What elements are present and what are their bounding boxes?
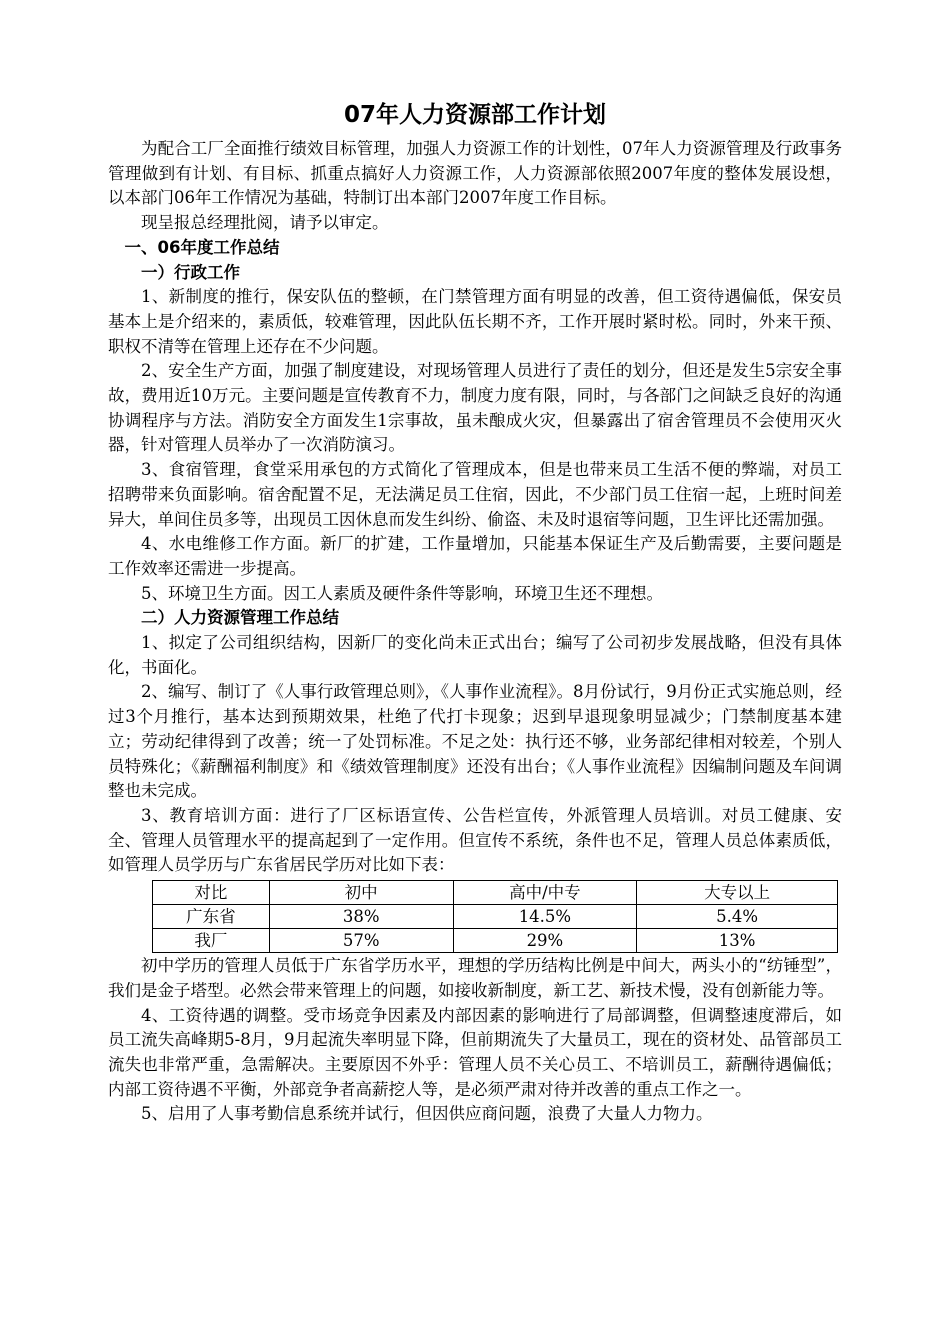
table-cell: 5.4%	[637, 905, 838, 929]
table-cell: 38%	[269, 905, 453, 929]
table-row	[153, 929, 838, 953]
admin-item-4: 4、水电维修工作方面。新厂的扩建，工作量增加，只能基本保证生产及后勤需要，主要问题是工作效率还需进一步提高。	[108, 534, 842, 578]
submit-paragraph: 现呈报总经理批阅，请予以审定。	[141, 213, 389, 233]
document-title: 07年人力资源部工作计划	[343, 102, 606, 128]
table-cell: 13%	[637, 929, 838, 953]
table-header-cell: 初中	[269, 881, 453, 905]
admin-item-2: 2、安全生产方面，加强了制度建设，对现场管理人员进行了责任的划分，但还是发生5宗安全事故，费用近10万元。主要问题是宣传教育不力，制度力度有限，同时，与各部门之间缺乏良好的沟通协调程序与方法。消防安全方面发生1宗事故，虽未酿成火灾，但暴露出了宿舍管理员不会使用灭火器，针对管理人员举办了一次消防演习。	[108, 361, 842, 455]
section-heading-summary: 一、06年度工作总结	[124, 237, 280, 257]
hr-item-4: 4、工资待遇的调整。受市场竞争因素及内部因素的影响进行了局部调整，但调整速度滞后，如员工流失高峰期5-8月，9月起流失率明显下降，但前期流失了大量员工，现在的资材处、品管部员工流失也非常严重，急需解决。主要原因不外乎：管理人员不关心员工、不培训员工，薪酬待遇偏低；内部工资待遇不平衡，外部竞争者高薪挖人等，是必须严肃对待并改善的重点工作之一。	[108, 1005, 842, 1099]
table-header-cell: 对比	[153, 881, 270, 905]
table-cell: 57%	[269, 929, 453, 953]
table-cell: 29%	[453, 929, 637, 953]
subsection-heading-admin: 一）行政工作	[141, 262, 240, 282]
education-comparison-table	[152, 880, 838, 953]
hr-item-3: 3、教育培训方面：进行了厂区标语宣传、公告栏宣传，外派管理人员培训。对员工健康、安全、管理人员管理水平的提高起到了一定作用。但宣传不系统，条件也不足，管理人员总体素质低，如管理人员学历与广东省居民学历对比如下表：	[108, 805, 842, 875]
table-row	[153, 905, 838, 929]
hr-item-1: 1、拟定了公司组织结构，因新厂的变化尚未正式出台；编写了公司初步发展战略，但没有具体化，书面化。	[108, 633, 842, 677]
intro-paragraph: 为配合工厂全面推行绩效目标管理，加强人力资源工作的计划性，07年人力资源管理及行政事务管理做到有计划、有目标、抓重点搞好人力资源工作，人力资源部依照2007年度的整体发展设想，以本部门06年工作情况为基础，特制订出本部门2007年度工作目标。	[108, 139, 842, 208]
subsection-heading-hr: 二）人力资源管理工作总结	[141, 608, 339, 628]
table-cell: 14.5%	[453, 905, 637, 929]
table-header-cell: 高中/中专	[453, 881, 637, 905]
after-table-paragraph: 初中学历的管理人员低于广东省学历水平，理想的学历结构比例是中间大，两头小的“纺锤型”，我们是金子塔型。必然会带来管理上的问题，如接收新制度，新工艺、新技术慢，没有创新能力等。	[108, 956, 842, 1000]
table-cell: 广东省	[153, 905, 270, 929]
table-header-row	[153, 881, 838, 905]
hr-item-5: 5、启用了人事考勤信息系统并试行，但因供应商问题，浪费了大量人力物力。	[141, 1104, 713, 1124]
admin-item-3: 3、食宿管理，食堂采用承包的方式简化了管理成本，但是也带来员工生活不便的弊端，对员工招聘带来负面影响。宿舍配置不足，无法满足员工住宿，因此，不少部门员工住宿一起，上班时间差异大，单间住员多等，出现员工因休息而发生纠纷、偷盗、未及时退宿等问题，卫生评比还需加强。	[108, 460, 842, 529]
admin-item-5: 5、环境卫生方面。因工人素质及硬件条件等影响，环境卫生还不理想。	[141, 583, 663, 603]
table-header-cell: 大专以上	[637, 881, 838, 905]
admin-item-1: 1、新制度的推行，保安队伍的整顿，在门禁管理方面有明显的改善，但工资待遇偏低，保安员基本上是介绍来的，素质低，较难管理，因此队伍长期不齐，工作开展时紧时松。同时，外来干预、职权不清等在管理上还存在不少问题。	[108, 287, 842, 356]
hr-item-2: 2、编写、制订了《人事行政管理总则》，《人事作业流程》。8月份试行，9月份正式实施总则，经过3个月推行，基本达到预期效果，杜绝了代打卡现象；迟到早退现象明显减少；门禁制度基本建立；劳动纪律得到了改善；统一了处罚标准。不足之处：执行还不够，业务部纪律相对较差，个别人员特殊化；《薪酬福利制度》和《绩效管理制度》还没有出台；《人事作业流程》因编制问题及车间调整也未完成。	[108, 682, 842, 801]
table-cell: 我厂	[153, 929, 270, 953]
